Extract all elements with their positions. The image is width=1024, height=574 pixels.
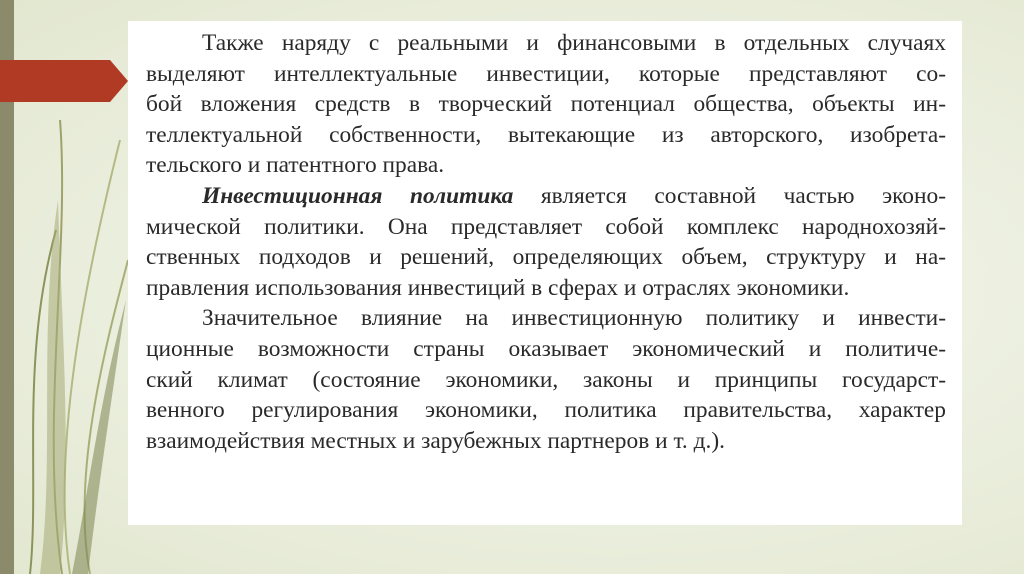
text-line: выделяют интеллектуальные инвестиции, которые представляют со-: [146, 60, 946, 87]
swoosh-shape: [40, 200, 66, 574]
text-line: Также наряду с реальными и финансовыми в отдельных случаях: [202, 30, 946, 56]
paragraph-1: [146, 28, 946, 181]
red-arrow-tab: [0, 60, 128, 102]
text-fragment: является составной частью эконо-: [513, 182, 946, 209]
text-line: ционные возможности страны оказывает экономический и политиче-: [146, 335, 946, 362]
paragraph-2: [146, 181, 946, 303]
text-line: ственных подходов и решений, определяющих объем, структуру и на-: [146, 244, 946, 271]
text-line: венного регулирования экономики, политика правительства, характер: [146, 397, 946, 424]
document-body: [146, 28, 946, 456]
swoosh-shape: [72, 300, 126, 574]
text-line: тельского и патентного права.: [146, 152, 445, 179]
highlighted-term: Инвестиционная политика: [202, 182, 514, 209]
text-line: Значительное влияние на инвестиционную политику и инвести-: [202, 305, 946, 332]
text-line: [146, 181, 946, 212]
text-line: правления использования инвестиций в сферах и отраслях экономики.: [146, 274, 850, 301]
text-line: теллектуальной собственности, вытекающие из авторского, изобрета-: [146, 121, 946, 148]
paragraph-3: [146, 303, 946, 456]
text-line: бой вложения средств в творческий потенциал общества, объекты ин-: [146, 91, 946, 118]
text-line: ский климат (состояние экономики, законы и принципы государст-: [146, 366, 946, 393]
text-line: мической политики. Она представляет собой комплекс народнохозяй-: [146, 213, 946, 240]
text-line: взаимодействия местных и зарубежных партнеров и т. д.).: [146, 427, 725, 454]
